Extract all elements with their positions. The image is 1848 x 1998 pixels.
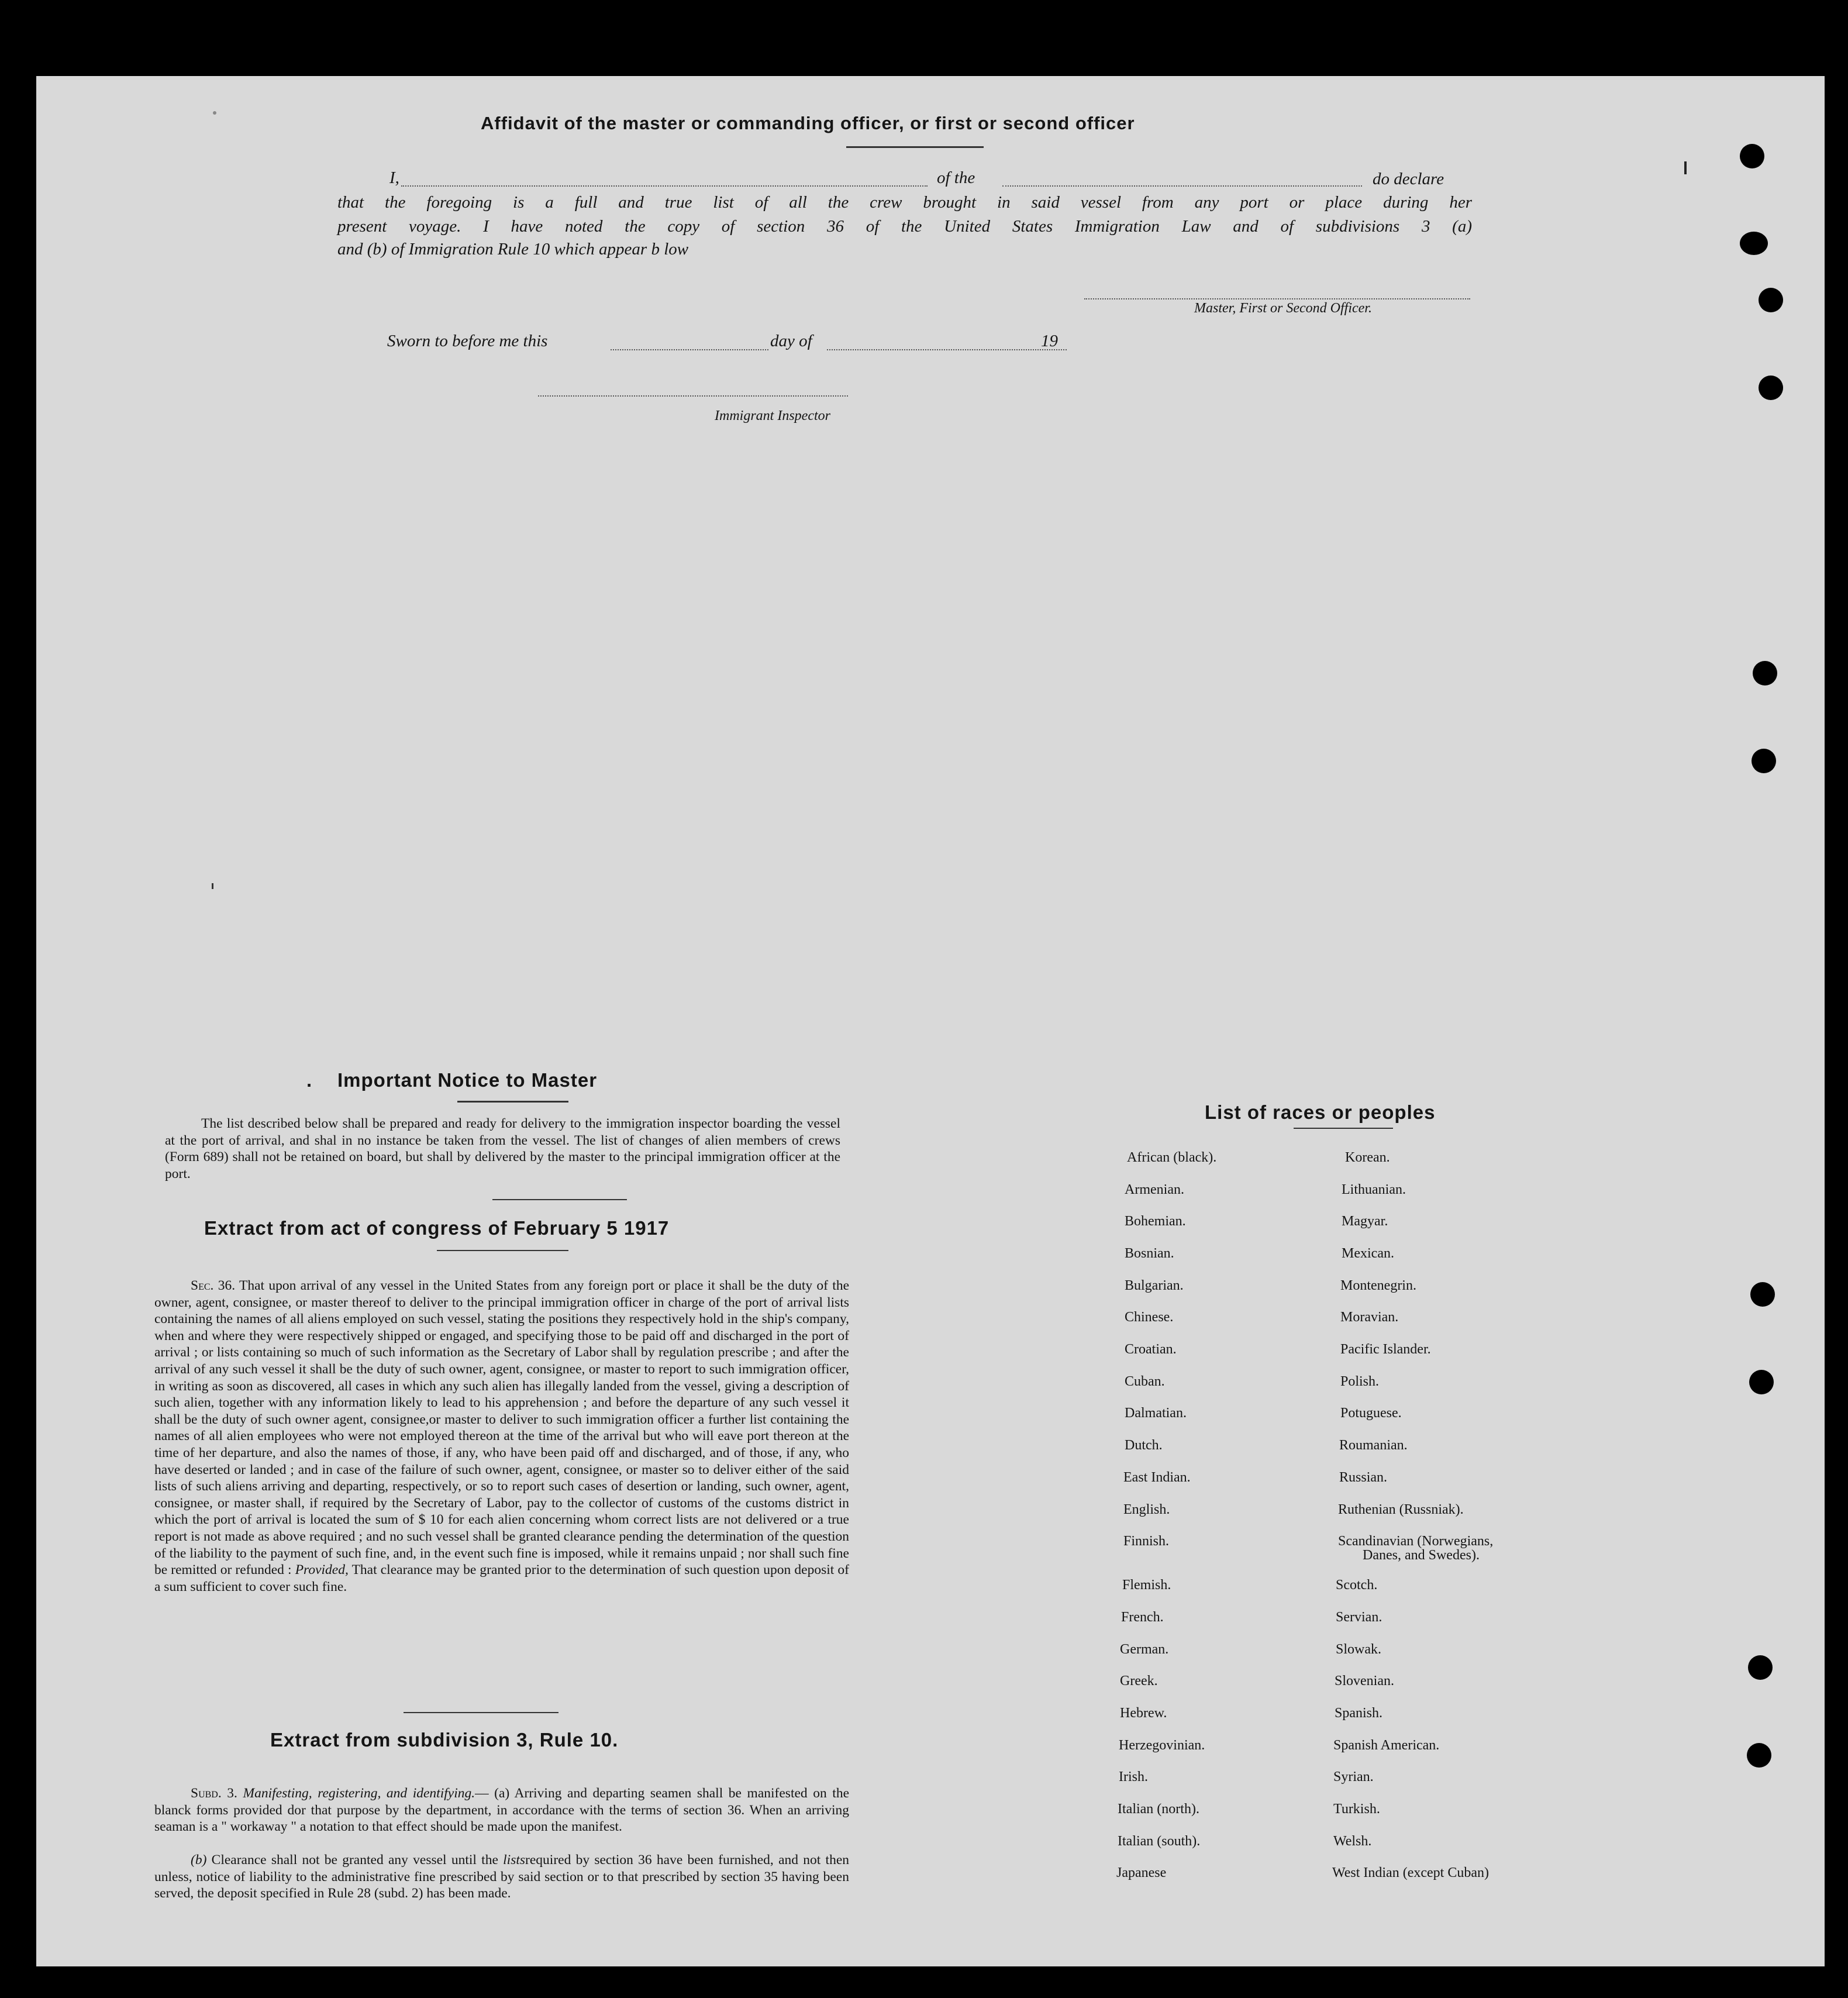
race-left-14: Flemish. — [1122, 1577, 1171, 1593]
race-right-6: Moravian. — [1340, 1310, 1399, 1325]
act-text-end: That clearance may be granted prior to the determination of such question upon deposit of a sum sufficient to cover such fine. — [154, 1562, 849, 1594]
race-right-16: Servian. — [1336, 1610, 1382, 1625]
sworn-year: 19 — [1041, 332, 1058, 350]
rule10-b-text-2: required by section 36 have been furnished, and not then unless, notice of liability to the administrative fine prescribed by said section or to that prescribed by section 35 having been served, the deposit specified in Rule 28 (subd. 2) has been made. — [154, 1852, 849, 1901]
race-right-18: Slovenian. — [1335, 1673, 1394, 1689]
race-right-3: Magyar. — [1342, 1214, 1388, 1229]
race-left-8: Cuban. — [1125, 1374, 1165, 1389]
affidavit-do-declare: do declare — [1373, 170, 1444, 188]
punch-hole — [1753, 661, 1777, 685]
punch-hole — [1759, 288, 1783, 312]
signature-label: Master, First or Second Officer. — [1194, 301, 1372, 316]
notice-text: The list described below shall be prepared and ready for delivery to the immigration inspector boarding the vessel at the port of arrival, and shal in no instance be taken from the vessel. The list of changes of alien members of crews (Form 689) shall not be retained on board, but shall by delivered by the master to the principal immigration officer at the port. — [165, 1116, 840, 1181]
scan-mark — [212, 883, 213, 889]
race-right-12: Ruthenian (Russniak). — [1338, 1502, 1464, 1517]
race-left-2: Armenian. — [1125, 1182, 1184, 1197]
sworn-day-line — [611, 349, 768, 350]
race-left-15: French. — [1121, 1610, 1164, 1625]
punch-hole — [1759, 376, 1783, 400]
race-left-17: Greek. — [1120, 1673, 1158, 1689]
punch-hole — [1740, 232, 1768, 255]
rule10-subd-heading: Manifesting, registering, and identifying. — [243, 1786, 475, 1801]
signature-line — [1084, 298, 1470, 299]
rule10-subd-label: Subd. 3. — [191, 1786, 237, 1801]
notice-title: Important Notice to Master — [337, 1069, 598, 1091]
race-left-12: English. — [1123, 1502, 1170, 1517]
race-right-1: Korean. — [1345, 1150, 1390, 1165]
race-right-19: Spanish. — [1335, 1706, 1383, 1721]
race-right-10: Roumanian. — [1339, 1438, 1408, 1453]
act-title: Extract from act of congress of February 5 1917 — [204, 1217, 670, 1239]
race-left-18: Hebrew. — [1120, 1706, 1167, 1721]
punch-hole — [1750, 1282, 1775, 1307]
race-left-16: German. — [1120, 1642, 1169, 1657]
notice-title-rule — [457, 1101, 568, 1103]
inspector-label: Immigrant Inspector — [715, 408, 830, 423]
notice-end-rule — [492, 1199, 627, 1200]
race-right-21: Syrian. — [1333, 1769, 1374, 1785]
inspector-line — [538, 395, 848, 397]
act-sec-label: Sec. 36. — [191, 1278, 236, 1293]
rule10-a-text: — (a) Arriving and departing seamen shall be manifested on the blanck forms provided dor that purpose by the department, in accordance with the terms of section 36. When an arriving seaman is a " workaway " a notation to that effect should be made upon the manifest. — [154, 1786, 849, 1835]
form-page — [36, 76, 1825, 1966]
race-left-13: Finnish. — [1123, 1534, 1170, 1549]
race-right-24: West Indian (except Cuban) — [1332, 1865, 1489, 1880]
race-right-22: Turkish. — [1333, 1801, 1380, 1817]
race-left-10: Dutch. — [1125, 1438, 1163, 1453]
sworn-prefix: Sworn to before me this — [387, 332, 548, 350]
punch-hole — [1740, 144, 1764, 168]
race-right-20: Spanish American. — [1333, 1738, 1440, 1753]
race-left-19: Herzegovinian. — [1119, 1738, 1205, 1753]
act-title-rule — [437, 1250, 568, 1251]
race-left-20: Irish. — [1119, 1769, 1148, 1785]
affidavit-of-the: of the — [937, 168, 975, 187]
race-right-14: Danes, and Swedes). — [1363, 1548, 1480, 1563]
race-left-4: Bosnian. — [1125, 1246, 1174, 1261]
sworn-month-line — [827, 349, 1067, 350]
affidavit-vessel-line — [1002, 185, 1362, 187]
scan-mark — [1684, 161, 1687, 174]
race-left-6: Chinese. — [1125, 1310, 1174, 1325]
punch-hole — [1748, 1655, 1773, 1680]
rule10-subd-b — [154, 1852, 849, 1902]
race-left-5: Bulgarian. — [1125, 1278, 1184, 1293]
race-right-7: Pacific Islander. — [1340, 1342, 1431, 1357]
rule10-b-lists: lists — [503, 1852, 526, 1868]
sworn-day-of: day of — [770, 332, 812, 350]
race-right-13: Scandinavian (Norwegians, — [1338, 1534, 1494, 1549]
affidavit-line2: that the foregoing is a full and true list of all the crew brought in said vessel from any port or place during her — [337, 193, 1472, 212]
act-provided: Provided, — [295, 1562, 349, 1578]
act-section-36 — [154, 1277, 849, 1595]
punch-hole — [1747, 1743, 1771, 1768]
race-right-2: Lithuanian. — [1342, 1182, 1406, 1197]
races-title-rule — [1294, 1128, 1393, 1129]
scan-mark — [213, 111, 216, 115]
act-end-rule — [404, 1712, 558, 1713]
affidavit-i: I, — [389, 168, 399, 187]
race-right-15: Scotch. — [1336, 1577, 1378, 1593]
race-left-3: Bohemian. — [1125, 1214, 1186, 1229]
punch-hole — [1752, 749, 1776, 773]
affidavit-name-line — [401, 185, 928, 187]
races-title: List of races or peoples — [1205, 1101, 1436, 1123]
race-right-5: Montenegrin. — [1340, 1278, 1416, 1293]
rule10-b-label: (b) — [191, 1852, 207, 1868]
race-left-11: East Indian. — [1123, 1470, 1191, 1485]
race-right-11: Russian. — [1339, 1470, 1388, 1485]
race-right-4: Mexican. — [1342, 1246, 1394, 1261]
affidavit-title: Affidavit of the master or commanding officer, or first or second officer — [481, 113, 1135, 133]
affidavit-line4: and (b) of Immigration Rule 10 which appear b low — [337, 240, 689, 259]
race-left-9: Dalmatian. — [1125, 1406, 1187, 1421]
rule10-b-text-1: Clearance shall not be granted any vessel until the — [211, 1852, 498, 1868]
race-left-1: African (black). — [1127, 1150, 1217, 1165]
race-right-9: Potuguese. — [1340, 1406, 1402, 1421]
act-text: That upon arrival of any vessel in the United States from any foreign port or place it shall be the duty of the owner, agent, consignee, or master thereof to deliver to the principal immigration officer in charge of the port of arrival lists containing the names of all aliens employed on such vessel, stating the positions they respectively hold in the ship's company, when and where they were respectively shipped or engaged, and specifying those to be paid off and discharged in the port of arrival ; or lists containing so much of such information as the Secretary of Labor shall by regulation prescribe ; and after the arrival of any such vessel it shall be the duty of such owner, agent, consignee, or master to report to such immigration officer, in writing as soon as discovered, all cases in which any such alien has illegally landed from the vessel, giving a description of such alien, together with any information likely to lead to his apprehension ; and before the departure of any such vessel it shall be the duty of such owner agent, consignee,or master to deliver to such immigration officer a further list containing the names of all alien employees who were not employed thereon at the time of the arrival but who will eave port thereon at the time of her departure, and also the names of those, if any, who have been paid off and discharged, and of those, if any, who have deserted or landed ; and in case of the failure of such owner, agent, consignee, or master so to deliver either of the said lists of such aliens arriving and departing, respectively, or so to report such cases of desertion or landing, such owner, agent, consignee, or master shall, if required by the Secretary of Labor, pay to the collector of customs of the customs district in which the port of arrival is located the sum of $ 10 for each alien concerning whom correct lists are not delivered or a true report is not made as above required ; and no such vessel shall be granted clearance pending the determination of the question of the liability to the payment of such fine, and, in the event such fine is imposed, while it remains unpaid ; nor shall such fine be remitted or refunded : — [154, 1278, 850, 1578]
affidavit-line3: present voyage. I have noted the copy of section 36 of the United States Immigration Law and of subdivisions 3 (a) — [337, 217, 1472, 236]
race-right-8: Polish. — [1340, 1374, 1380, 1389]
punch-hole — [1749, 1370, 1774, 1394]
affidavit-title-rule — [846, 146, 984, 148]
rule10-title: Extract from subdivision 3, Rule 10. — [270, 1729, 619, 1751]
rule10-subd-a — [154, 1785, 849, 1835]
race-right-17: Slowak. — [1336, 1642, 1381, 1657]
race-left-21: Italian (north). — [1118, 1801, 1199, 1817]
race-right-23: Welsh. — [1333, 1834, 1372, 1849]
notice-lead-dot: . — [306, 1069, 313, 1091]
race-left-22: Italian (south). — [1118, 1834, 1201, 1849]
race-left-7: Croatian. — [1125, 1342, 1177, 1357]
race-left-23: Japanese — [1116, 1865, 1167, 1880]
